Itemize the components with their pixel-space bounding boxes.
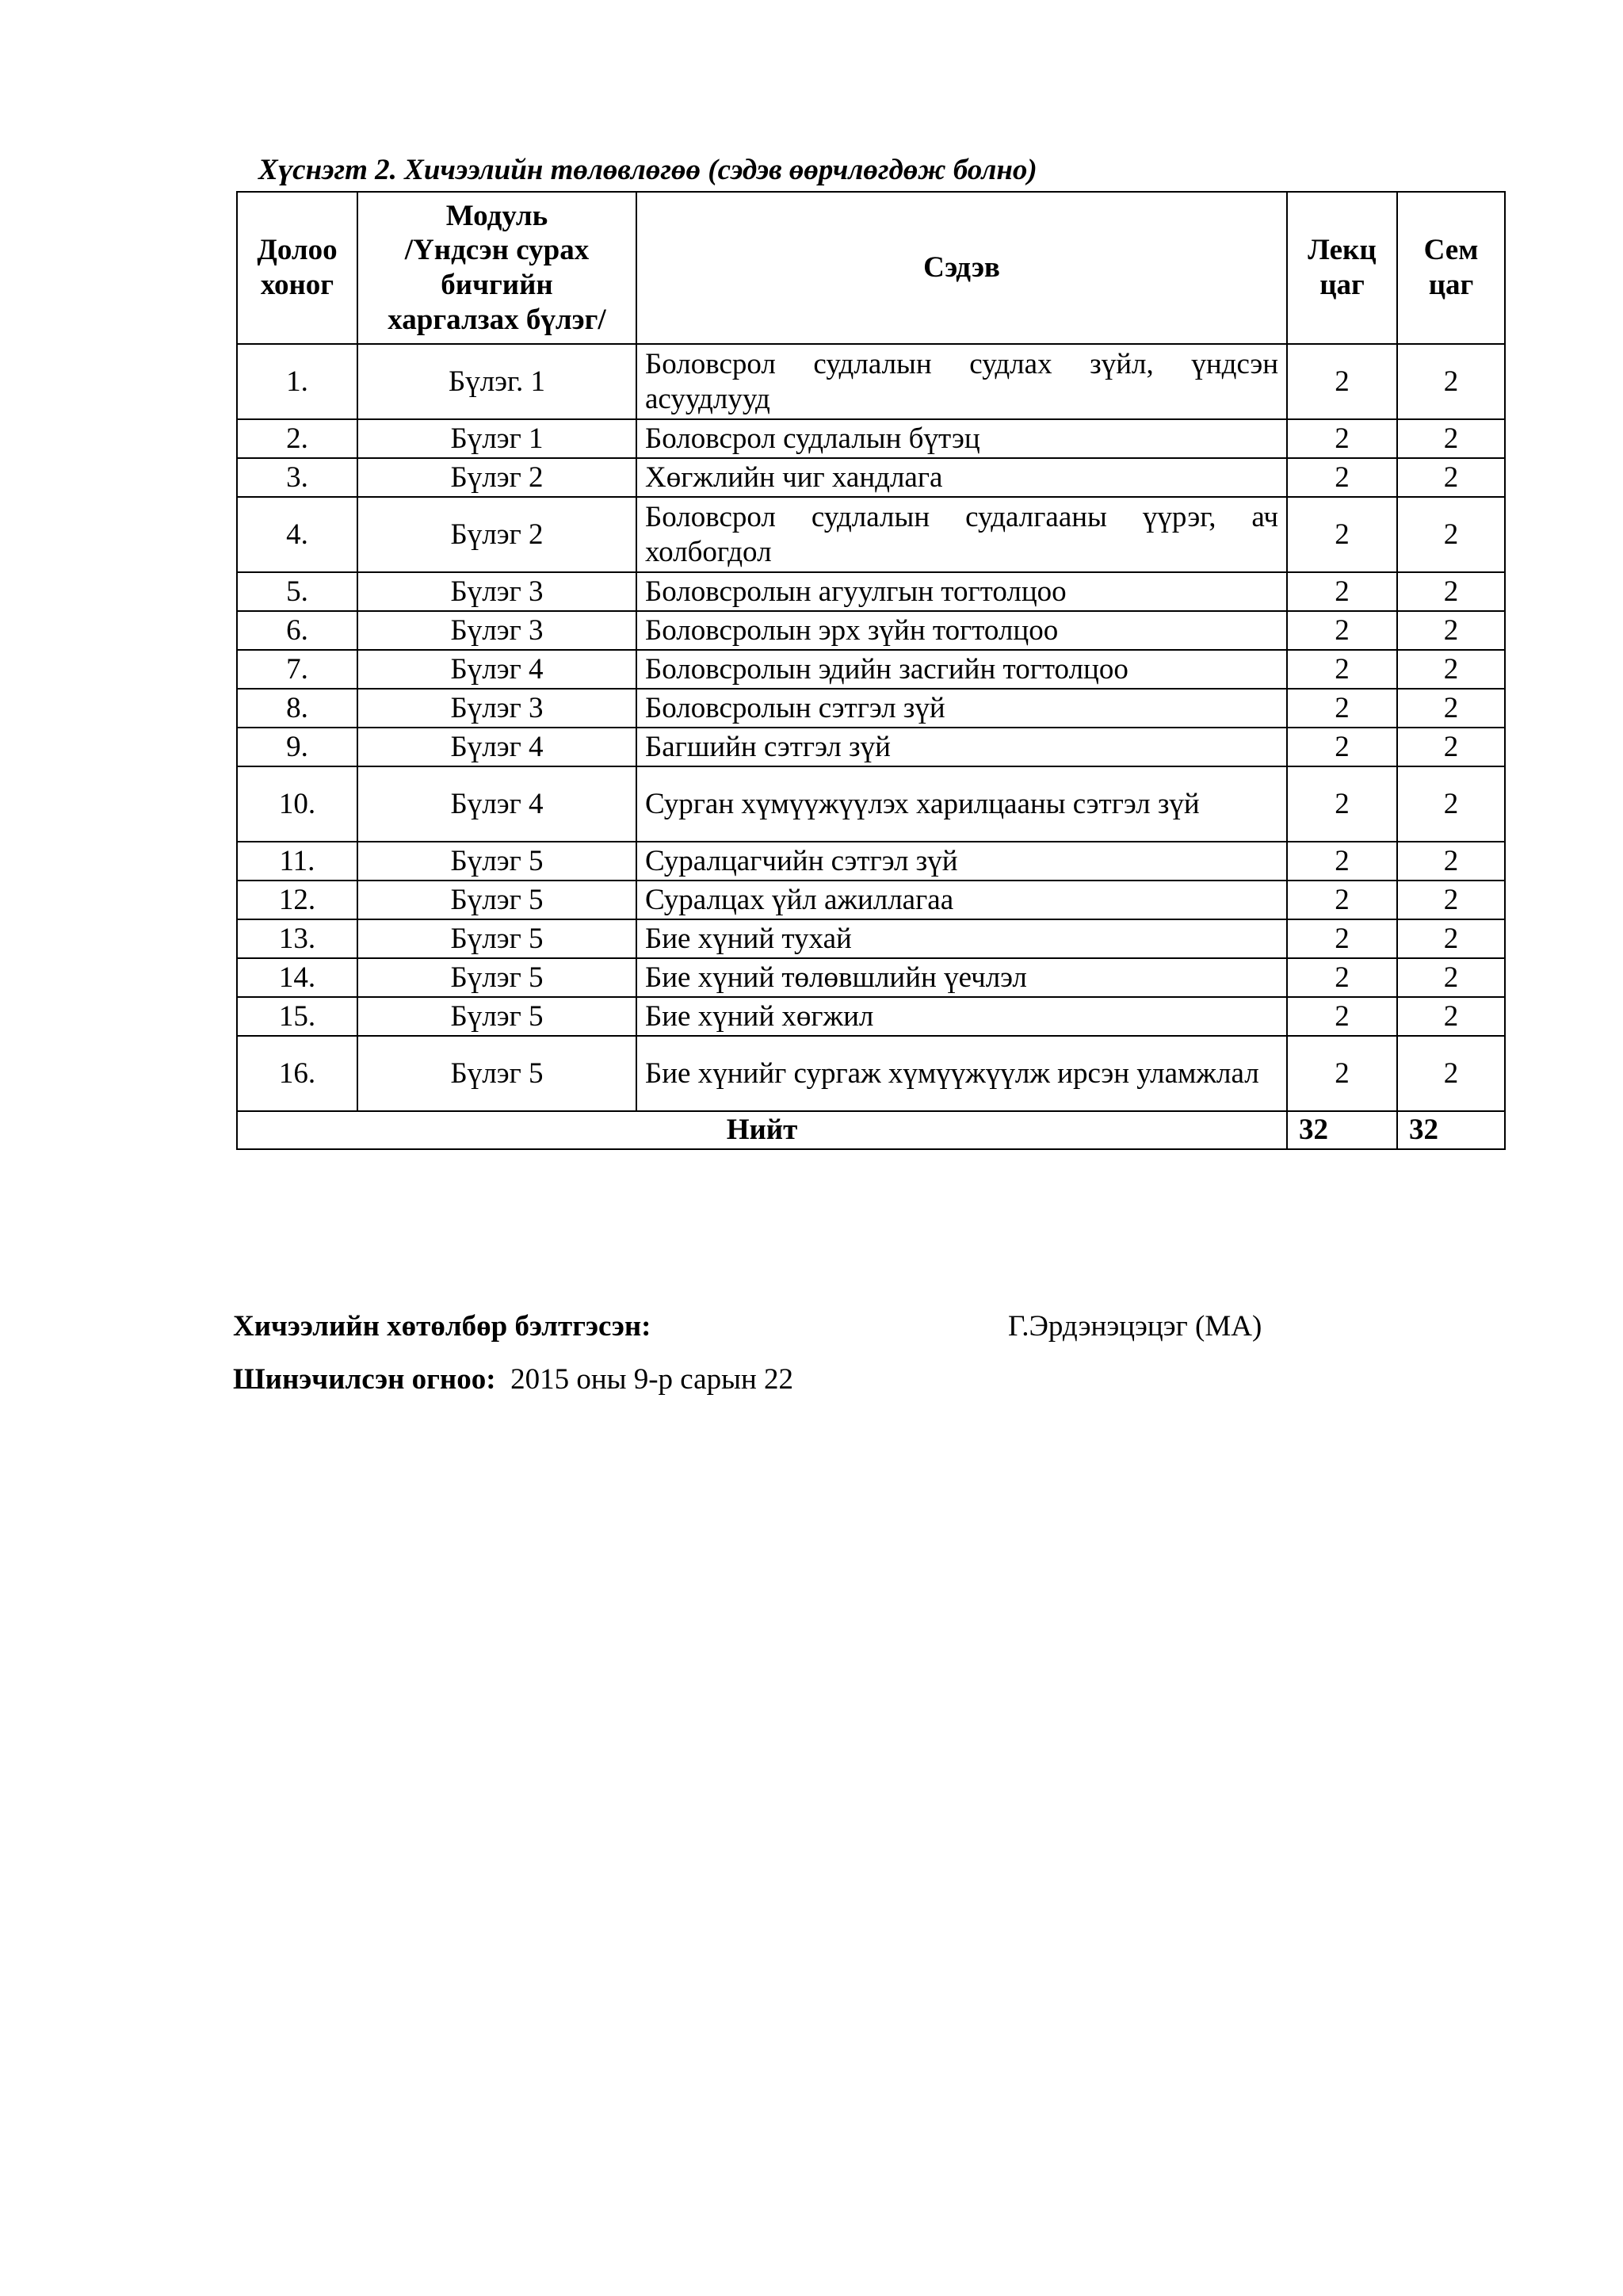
topic-cell: Боловсролын агуулгын тогтолцоо: [636, 572, 1287, 611]
table-row: [237, 997, 1505, 1036]
updated-label: Шинэчилсэн огноо:: [233, 1363, 496, 1396]
topic-cell: Бие хүний төлөвшлийн үечлэл: [636, 958, 1287, 997]
topic-cell: Багшийн сэтгэл зүй: [636, 728, 1287, 766]
week-cell: 16.: [237, 1036, 357, 1111]
module-cell: Бүлэг 4: [357, 728, 636, 766]
seminar-hours-cell: 2: [1397, 497, 1505, 572]
total-seminar-hours: 32: [1397, 1111, 1505, 1149]
topic-cell: Бие хүний тухай: [636, 919, 1287, 958]
topic-cell: Сурган хүмүүжүүлэх харилцааны сэтгэл зүй: [636, 766, 1287, 842]
topic-cell: Боловсрол судлалын бүтэц: [636, 419, 1287, 458]
module-cell: Бүлэг 5: [357, 919, 636, 958]
seminar-hours-cell: 2: [1397, 881, 1505, 919]
module-cell: Бүлэг 5: [357, 958, 636, 997]
module-cell: Бүлэг 2: [357, 458, 636, 497]
lecture-hours-cell: 2: [1287, 728, 1397, 766]
total-label: Нийт: [237, 1111, 1287, 1149]
module-cell: Бүлэг 2: [357, 497, 636, 572]
table-row: [237, 497, 1505, 572]
table-row: [237, 611, 1505, 650]
lecture-hours-cell: 2: [1287, 842, 1397, 881]
module-cell: Бүлэг 3: [357, 611, 636, 650]
table-row: [237, 572, 1505, 611]
topic-cell: Боловсролын сэтгэл зүй: [636, 689, 1287, 728]
seminar-hours-cell: 2: [1397, 689, 1505, 728]
lecture-hours-cell: 2: [1287, 1036, 1397, 1111]
header-seminar: [1397, 192, 1505, 344]
seminar-hours-cell: 2: [1397, 958, 1505, 997]
seminar-hours-cell: 2: [1397, 1036, 1505, 1111]
week-cell: 5.: [237, 572, 357, 611]
seminar-hours-cell: 2: [1397, 728, 1505, 766]
week-cell: 13.: [237, 919, 357, 958]
week-cell: 3.: [237, 458, 357, 497]
week-cell: 2.: [237, 419, 357, 458]
module-cell: Бүлэг 4: [357, 650, 636, 689]
table-row: [237, 881, 1505, 919]
table-row: [237, 458, 1505, 497]
prepared-by-line: [233, 1312, 651, 1341]
seminar-hours-cell: 2: [1397, 419, 1505, 458]
seminar-hours-cell: 2: [1397, 650, 1505, 689]
lecture-hours-cell: 2: [1287, 766, 1397, 842]
table-row: [237, 958, 1505, 997]
table-row: [237, 650, 1505, 689]
week-cell: 11.: [237, 842, 357, 881]
lecture-hours-cell: 2: [1287, 458, 1397, 497]
table-row: [237, 344, 1505, 419]
header-module-line: харгалзах бүлэг/: [388, 303, 606, 336]
topic-cell: Бие хүнийг сургаж хүмүүжүүлж ирсэн уламжлал: [636, 1036, 1287, 1111]
lecture-hours-cell: 2: [1287, 497, 1397, 572]
module-cell: Бүлэг 5: [357, 881, 636, 919]
table-row: [237, 689, 1505, 728]
module-cell: Бүлэг 3: [357, 689, 636, 728]
seminar-hours-cell: 2: [1397, 919, 1505, 958]
header-module-line: Модуль: [445, 199, 548, 232]
table-row: [237, 842, 1505, 881]
lecture-hours-cell: 2: [1287, 650, 1397, 689]
topic-cell: Боловсролын эрх зүйн тогтолцоо: [636, 611, 1287, 650]
lecture-hours-cell: 2: [1287, 689, 1397, 728]
week-cell: 4.: [237, 497, 357, 572]
lecture-hours-cell: 2: [1287, 881, 1397, 919]
seminar-hours-cell: 2: [1397, 766, 1505, 842]
table-caption: Хүснэгт 2. Хичээлийн төлөвлөгөө (сэдэв өөрчлөгдөж болно): [258, 154, 1037, 186]
table-header-row: [237, 192, 1505, 344]
module-cell: Бүлэг 1: [357, 419, 636, 458]
header-topic: Сэдэв: [636, 192, 1287, 344]
table-total-row: [237, 1111, 1505, 1149]
module-cell: Бүлэг. 1: [357, 344, 636, 419]
seminar-hours-cell: 2: [1397, 842, 1505, 881]
table-row: [237, 919, 1505, 958]
lesson-plan-table: [236, 191, 1506, 1150]
header-module: [357, 192, 636, 344]
topic-cell: Хөгжлийн чиг хандлага: [636, 458, 1287, 497]
week-cell: 15.: [237, 997, 357, 1036]
lecture-hours-cell: 2: [1287, 419, 1397, 458]
module-cell: Бүлэг 4: [357, 766, 636, 842]
module-cell: Бүлэг 5: [357, 1036, 636, 1111]
lecture-hours-cell: 2: [1287, 958, 1397, 997]
lecture-hours-cell: 2: [1287, 997, 1397, 1036]
table-row: [237, 728, 1505, 766]
topic-cell: Боловсролын эдийн засгийн тогтолцоо: [636, 650, 1287, 689]
header-lecture-line: Лекц: [1308, 234, 1377, 267]
topic-cell: Суралцагчийн сэтгэл зүй: [636, 842, 1287, 881]
week-cell: 6.: [237, 611, 357, 650]
week-cell: 8.: [237, 689, 357, 728]
header-lecture-line: цаг: [1319, 269, 1365, 301]
lecture-hours-cell: 2: [1287, 611, 1397, 650]
header-week: [237, 192, 357, 344]
header-seminar-line: Сем: [1423, 234, 1479, 267]
updated-date: 2015 оны 9-р сарын 22: [510, 1363, 794, 1396]
seminar-hours-cell: 2: [1397, 344, 1505, 419]
seminar-hours-cell: 2: [1397, 458, 1505, 497]
week-cell: 7.: [237, 650, 357, 689]
week-cell: 10.: [237, 766, 357, 842]
module-cell: Бүлэг 5: [357, 997, 636, 1036]
seminar-hours-cell: 2: [1397, 997, 1505, 1036]
table-row: [237, 419, 1505, 458]
week-cell: 9.: [237, 728, 357, 766]
header-week-line: Долоо: [257, 234, 338, 267]
header-module-line: бичгийн: [441, 269, 553, 301]
updated-date-line: [233, 1365, 793, 1394]
topic-cell: Суралцах үйл ажиллагаа: [636, 881, 1287, 919]
prepared-by-name: Г.Эрдэнэцэцэг (МА): [1008, 1310, 1262, 1343]
lecture-hours-cell: 2: [1287, 344, 1397, 419]
topic-cell: Боловсрол судлалын судлах зүйл, үндсэн асуудлууд: [636, 344, 1287, 419]
table-row: [237, 766, 1505, 842]
week-cell: 14.: [237, 958, 357, 997]
lecture-hours-cell: 2: [1287, 919, 1397, 958]
table-row: [237, 1036, 1505, 1111]
seminar-hours-cell: 2: [1397, 611, 1505, 650]
prepared-label: Хичээлийн хөтөлбөр бэлтгэсэн:: [233, 1310, 651, 1343]
week-cell: 1.: [237, 344, 357, 419]
module-cell: Бүлэг 3: [357, 572, 636, 611]
topic-cell: Боловсрол судлалын судалгааны үүрэг, ач холбогдол: [636, 497, 1287, 572]
header-seminar-line: цаг: [1428, 269, 1474, 301]
lecture-hours-cell: 2: [1287, 572, 1397, 611]
header-module-line: /Үндсэн сурах: [404, 234, 590, 267]
seminar-hours-cell: 2: [1397, 572, 1505, 611]
header-lecture: [1287, 192, 1397, 344]
module-cell: Бүлэг 5: [357, 842, 636, 881]
week-cell: 12.: [237, 881, 357, 919]
topic-cell: Бие хүний хөгжил: [636, 997, 1287, 1036]
total-lecture-hours: 32: [1287, 1111, 1397, 1149]
header-week-line: хоног: [260, 269, 334, 301]
